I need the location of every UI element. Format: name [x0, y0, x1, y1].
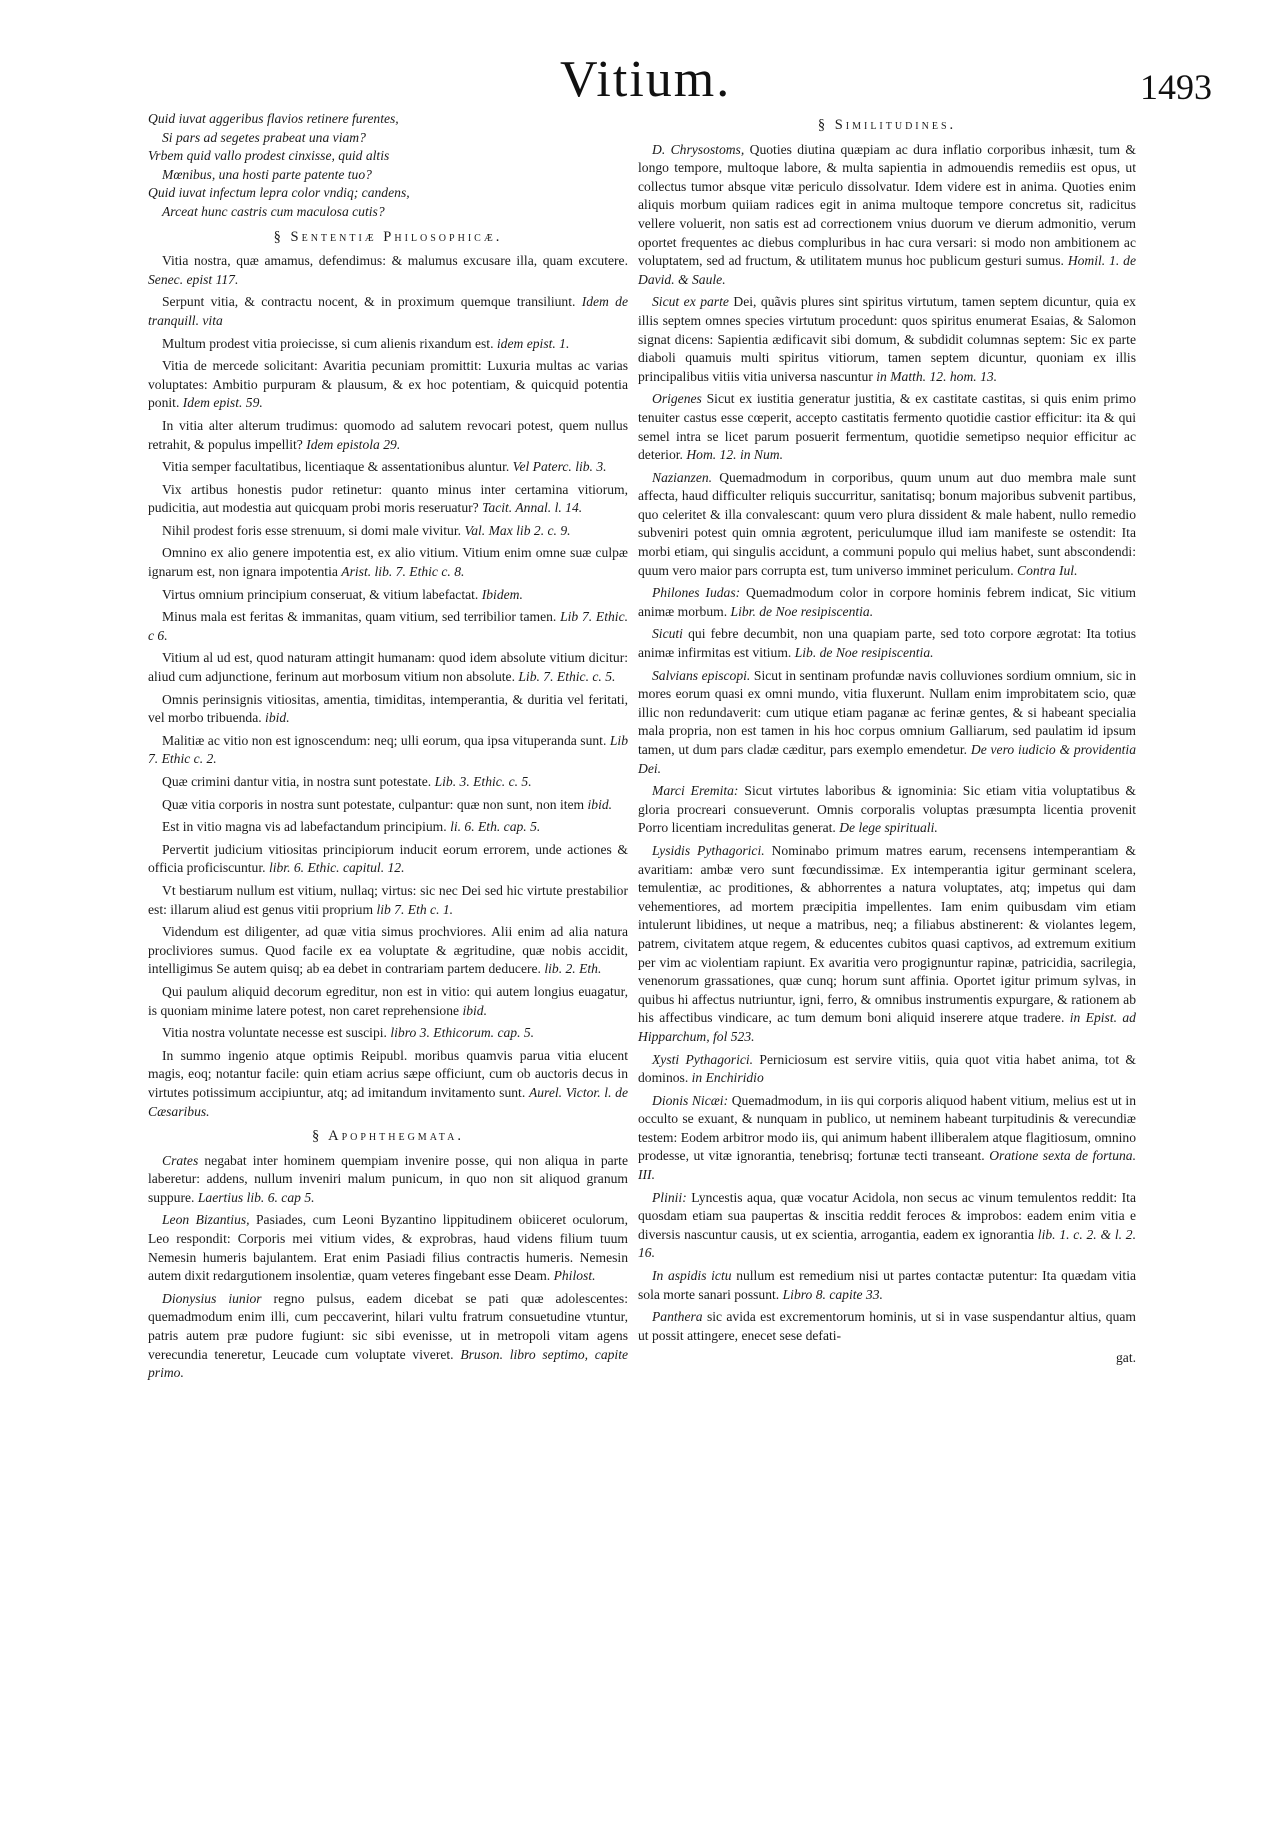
paragraph — [638, 584, 1136, 621]
citation: Vel Paterc. lib. 3. — [512, 459, 607, 475]
paragraph — [148, 841, 628, 878]
paragraph-text: Quemadmodum color in corpore hominis febrem indicat, Sic vitium animæ morbum. — [638, 585, 1136, 619]
author-lead: Sicut ex parte — [652, 294, 729, 310]
section-heading: § Similitudines. — [817, 117, 957, 133]
paragraph-text: sic avida est excrementorum hominis, ut si in vase suspendantur altius, quam ut possit attingere, enecet sese defati- — [638, 1309, 1136, 1343]
paragraph-text: Virtus omnium principium conseruat, & vitium labefactat. — [162, 586, 479, 602]
paragraph-text: Minus mala est feritas & immanitas, quam vitium, sed terribilior tamen. — [162, 609, 557, 625]
paragraph-text: Est in vitio magna vis ad labefactandum principium. — [162, 819, 447, 835]
paragraph-text: Vitium al ud est, quod naturam attingit humanam: quod idem absolute vitium dicitur: aliud cum adjunctione, ferinum aut morbosum vitium non absolute. — [148, 650, 628, 685]
citation: idem epist. 1. — [496, 335, 570, 351]
citation: Laertius lib. 6. cap 5. — [197, 1189, 315, 1205]
paragraph-text: Malitiæ ac vitio non est ignoscendum: neq; ulli eorum, qua ipsa vituperanda sunt. — [162, 732, 607, 748]
author-lead: Origenes — [652, 391, 702, 407]
citation: Contra Iul. — [1017, 562, 1078, 578]
citation: Libro 8. capite 33. — [782, 1286, 883, 1302]
citation: Ibidem. — [481, 586, 523, 602]
section-heading-text: Sententiæ Philosophicæ. — [290, 228, 503, 245]
citation: Aurel. Victor. l. de Cæsaribus. — [148, 1084, 628, 1119]
paragraph — [148, 1290, 628, 1383]
paragraph — [148, 544, 628, 581]
paragraph-text: Quæ crimini dantur vitia, in nostra sunt potestate. — [162, 774, 432, 789]
author-lead: Crates — [162, 1152, 199, 1168]
paragraph-text: Quemadmodum in corporibus, quum unum aut duo membra male sunt affecta, haud difficulter reliquis succurritur, sanitatisq; bonum majoribus subvenit partibus, quo celeritet & illa convalescant: quum vero plura dissident & male habent, nullo remedio subveniri potest quin omnia ægrotent, periculumque illud iam manifeste se ostendit: Ita morbi etiam, qui singulis accidunt, a communi populo qui melius habet, sunt abscondendi: quum vero maior pars corrupta est, tum universo imminet periculum. — [638, 469, 1136, 578]
paragraph — [148, 252, 628, 289]
paragraph — [148, 983, 628, 1020]
paragraph-text: qui febre decumbit, non una quapiam parte, sed toto corpore ægrotat: Ita totius animæ infirmitas est vitium. — [638, 626, 1137, 661]
verse-line: Quid iuvat aggeribus flavios retinere furentes, — [148, 111, 399, 126]
paragraph-text: Vitia nostra voluntate necesse est suscipi. — [162, 1025, 387, 1041]
author-lead: Dionysius iunior — [162, 1290, 262, 1306]
paragraph — [148, 481, 628, 518]
citation: Lib. 3. Ethic. c. 5. — [434, 774, 532, 789]
author-lead: D. Chrysostoms, — [652, 141, 745, 157]
author-lead: Plinii: — [652, 1189, 687, 1205]
paragraph-text: Pasiades, cum Leoni Byzantino lippitudinem obiiceret oculorum, Leo respondit: Corporis mei vitium vides, & exprobras, haud videns filium tuum Nemesin humeris bajulantem. Erat enim Pasiadi filius contractis humeris. Nemesin autem dixit redargutionem insolentiæ, quam veteres fingebant esse Deam. — [148, 1212, 628, 1284]
citation: ibid. — [587, 796, 613, 812]
citation: De lege spirituali. — [839, 820, 938, 836]
paragraph — [148, 691, 628, 728]
paragraph — [638, 1308, 1136, 1345]
paragraph — [148, 923, 628, 979]
catchword: gat. — [1115, 1350, 1136, 1366]
citation: Senec. epist 117. — [148, 271, 239, 287]
citation: Lib 7. Ethic c. 2. — [148, 732, 628, 767]
citation: libr. 6. Ethic. capitul. 12. — [268, 860, 405, 876]
paragraph-list — [638, 141, 1136, 1346]
author-lead: Lysidis Pythagorici. — [652, 842, 765, 858]
paragraph-text: Omnino ex alio genere impotentia est, ex alio vitium. Vitium enim omne suæ culpæ ignarum est, non ignara impotentia — [148, 545, 628, 580]
paragraph-text: Perniciosum est servire vitiis, quia quot vitia habet anima, tot & dominos. — [638, 1051, 1136, 1086]
verse-line: Arceat hunc castris cum maculosa cutis? — [162, 203, 385, 219]
citation: li. 6. Eth. cap. 5. — [450, 819, 541, 835]
paragraph — [148, 335, 628, 354]
paragraph — [638, 1267, 1136, 1304]
section-heading-text: Apophthegmata. — [328, 1128, 464, 1145]
paragraph-text: Pervertit judicium vitiositas principiorum inducit eorum errorem, unde actiones & officia proficiscuntur. — [148, 841, 628, 876]
citation: lib 7. Eth c. 1. — [376, 901, 454, 917]
author-lead: Marci Eremita: — [652, 783, 739, 799]
running-head: Vitium. — [560, 51, 732, 108]
paragraph-text: Omnis perinsignis vitiositas, amentia, timiditas, intemperantia, & duritia vel feritati, vel morbo tribuenda. — [148, 691, 628, 726]
citation: Philost. — [553, 1268, 596, 1284]
paragraph-text: Sicut in sentinam profundæ navis colluviones sordium omnium, sic in mores eorum quasi ex omni mundo, vitia fluxerunt. Nullam enim improbitatem scio, quæ illic non redundaverit: cum utique etiam paganæ ac ferinæ gentes, & si habeant specialia mala propria, non est tamen in his hoc corpus omnium Galliarum, sed paulatim id ipsum tamen, ut dum pars cladæ cæditur, pars exemplo emendetur. — [638, 667, 1136, 757]
paragraph — [148, 417, 628, 454]
paragraph-list — [148, 252, 628, 1121]
section-heading: § Apophthegmata. — [312, 1128, 464, 1145]
citation: De vero iudicio & providentia Dei. — [638, 742, 1137, 776]
paragraph-text: Multum prodest vitia proiecisse, si cum alienis rixandum est. — [162, 335, 494, 351]
citation: Idem de tranquill. vita — [148, 294, 628, 328]
verse-block — [148, 110, 628, 222]
paragraph — [148, 1211, 628, 1285]
citation: Idem epist. 59. — [182, 395, 263, 411]
paragraph — [148, 522, 628, 541]
citation: Lib. de Noe resipiscentia. — [794, 645, 934, 661]
paragraph-text: Sicut ex iustitia generatur justitia, & ex castitate castitas, si quis enim primo tenuiter castus esse cœperit, accepto castitatis fermento quotidie castior efficitur: ita & qui semel intra se licet parum posuerit fermentum, quotidie semetipso nequior efficitur ac deterior. — [638, 391, 1136, 463]
paragraph — [638, 842, 1136, 1047]
paragraph-text: Quoties diutina quæpiam ac dura inflatio corporibus inhæsit, tum & longo tempore, multoque labore, & multa sapientia in admouendis remediis est opus, ut collectus tumor absque vitæ periculo dissolvatur. Idem videre est in anima. Quoties enim aliquis morbum quiiam radices egit in anima multoque tempore concretus sit, radicitus vellere voluerit, non satis est ad correctionem vnius duorum ve dierum admonitio, verum oportet frequentes ac diebus compluribus in hac cura versari: si modo non ambitionem ac voluptatem, sed ad fructum, & utilitatem munus hoc publicum gesturi sumus. — [638, 141, 1136, 269]
paragraph — [148, 608, 628, 645]
paragraph — [638, 1051, 1136, 1088]
paragraph — [148, 1152, 628, 1208]
paragraph-text: Quemadmodum, in iis qui corporis aliquod habent vitium, melius est ut in occulto se exuant, & nunquam in publico, ut neminem habeant turpitudinis & verecundiæ testem: Eodem arbitror modo iis, qui animum habent illiberalem atque flagitiosum, omnino prodesse, ut vitæ ignorantia, tenebrisq; fortunæ tecti transeant. — [638, 1092, 1137, 1164]
paragraph-text: Vitia de mercede solicitant: Avaritia pecuniam promittit: Luxuria multas ac varias voluptates: Ambitio purpuram & plausum, & ex hoc potentiam, & quicquid potentia ponit. — [148, 358, 628, 411]
author-lead: Philones Iudas: — [652, 585, 741, 601]
paragraph — [638, 667, 1136, 779]
page-number: 1493 — [1140, 67, 1212, 107]
citation: Libr. de Noe resipiscentia. — [730, 603, 874, 619]
paragraph — [638, 625, 1136, 662]
author-lead: Dionis Nicæi: — [652, 1092, 729, 1108]
verse-line: Mœnibus, una hosti parte patente tuo? — [162, 166, 372, 182]
paragraph — [148, 458, 628, 477]
citation: in Enchiridio — [691, 1070, 764, 1086]
citation: Idem epistola 29. — [306, 436, 401, 452]
citation: libro 3. Ethicorum. cap. 5. — [390, 1025, 535, 1041]
paragraph-text: Vt bestiarum nullum est vitium, nullaq; virtus: sic nec Dei sed hic virtute prestabilior est: illarum aliud est genus vitii proprium — [148, 882, 628, 917]
paragraph — [148, 293, 628, 330]
author-lead: Xysti Pythagorici. — [652, 1051, 754, 1067]
citation: ibid. — [462, 1002, 487, 1018]
paragraph-text: Dei, quãvis plures sint spiritus virtutum, tamen septem dicuntur, quia ex illis septem omnes species virtutum procedunt: quos spiritus enumerat Esaias, & Salomon signat dicens: Sapientia ædificavit sibi domum, & subdidit columnas septem: Sic ex parte diaboli quamuis multi spiritus vitiorum, tamen septem dicuntur, quoniam ex illis principalibus vitiis vitia universa nascuntur — [638, 294, 1136, 384]
paragraph — [148, 732, 628, 769]
paragraph-text: Sicut virtutes laboribus & ignominia: Sic etiam vitia voluptatibus & gloria procreari consueverunt. Omnis corporalis voluptas præsumpta licentia provenit Porro licentiam incredulitas generat. — [638, 783, 1137, 836]
paragraph — [148, 649, 628, 686]
paragraph-text: Qui paulum aliquid decorum egreditur, non est in vitio: qui autem longius euagatur, is quoniam minime latere potest, non caret reprehensione — [148, 983, 628, 1018]
author-lead: In aspidis ictu — [652, 1268, 732, 1284]
citation: Lib. 7. Ethic. c. 5. — [518, 669, 616, 685]
author-lead: Leon Bizantius, — [162, 1212, 250, 1228]
paragraph — [638, 1092, 1136, 1185]
paragraph-text: Quæ vitia corporis in nostra sunt potestate, culpantur: quæ non sunt, non item — [162, 796, 585, 812]
paragraph-text: nullum est remedium nisi ut partes contactæ putentur: Ita quædam vitia sola morte sanari possunt. — [638, 1268, 1137, 1302]
paragraph-text: Vitia nostra, quæ amamus, defendimus: & malumus excusare illa, quam excutere. — [162, 253, 628, 269]
paragraph-text: Vix artibus honestis pudor retinetur: quanto minus inter certamina vitiorum, pudicitia, aut modestia aut quicquam probi moris reseruatur? — [148, 481, 628, 516]
paragraph-text: Nominabo primum matres earum, recensens intemperantiam & avaritiam: ambæ vero sunt fœcundissimæ. Ex intemperantia igitur germinant scelera, temulentiæ, ac proditiones, & abhorrentes a natura voluptates, atq; impetus qui dam vehementiores, ad mortem præcipitia impellentes. Iam enim quibusdam vim etiam intulerunt libidines, ut neque a matribus, neq; a filiabus abstinerent: & violantes legem, patrem, civitatem atque regem, & educentes cubitos quasi captivos, ad extremum exitium per vim ac violentiam rapiunt. Ex avaritia vero progignuntur rapinæ, patricidia, sacrilegia, venenorum grassationes, quæ cunq; horum sunt affinia. Oportet igitur primum sylvas, in quibus hi affectus nutriuntur, igni, ferro, & omnibus instrumentis expurgare, & rationem ab his affectibus vindicare, ac tum demum boni aliquid inserere atque tradere. — [638, 842, 1136, 1026]
paragraph — [148, 1047, 628, 1121]
paragraph — [148, 796, 628, 815]
paragraph-text: Nihil prodest foris esse strenuum, si domi male vivitur. — [162, 522, 462, 538]
citation: ibid. — [265, 710, 290, 726]
paragraph — [148, 1024, 628, 1043]
author-lead: Sicuti — [652, 626, 683, 642]
paragraph-text: In summo ingenio atque optimis Reipubl. moribus quamvis parua vitia elucent magis, eoq; notantur facile: quin etiam acrius sæpe officiunt, cum ob auctoris decus in virtutes potissimum accipiuntur, atq; ad imitandum invitamento sunt. — [148, 1047, 628, 1100]
author-lead: Panthera — [652, 1309, 703, 1325]
author-lead: Nazianzen. — [652, 469, 713, 485]
paragraph-list — [148, 1152, 628, 1383]
verse-line: Quid iuvat infectum lepra color vndiq; candens, — [148, 185, 410, 201]
citation: Bruson. libro septimo, capite primo. — [148, 1346, 628, 1381]
citation: in Epist. ad Hipparchum, fol 523. — [638, 1010, 1136, 1044]
paragraph — [148, 882, 628, 919]
paragraph — [148, 586, 628, 605]
left-column — [148, 110, 628, 1387]
paragraph — [638, 469, 1136, 581]
verse-line: Vrbem quid vallo prodest cinxisse, quid altis — [148, 148, 390, 164]
paragraph — [638, 390, 1136, 464]
paragraph — [638, 141, 1136, 290]
citation: lib. 1. c. 2. & l. 2. 16. — [638, 1226, 1136, 1261]
citation: lib. 2. Eth. — [544, 961, 602, 977]
paragraph-text: negabat inter hominem quempiam invenire posse, qui non aliqua in parte laberetur: addens, nullum inveniri malum punicum, in quo non sit aliquod granum suppure. — [148, 1152, 628, 1205]
paragraph — [638, 1189, 1136, 1263]
citation: Arist. lib. 7. Ethic c. 8. — [341, 564, 465, 580]
citation: in Matth. 12. hom. 13. — [876, 368, 998, 384]
right-column — [638, 110, 1136, 1368]
paragraph — [148, 818, 628, 837]
paragraph — [638, 293, 1136, 386]
paragraph-text: Vitia semper facultatibus, licentiaque & assentationibus aluntur. — [162, 459, 510, 475]
paragraph — [148, 357, 628, 413]
citation: Tacit. Annal. l. 14. — [482, 500, 583, 516]
citation: Hom. 12. in Num. — [686, 447, 783, 463]
section-heading: § Sententiæ Philosophicæ. — [273, 228, 503, 245]
citation: Lib 7. Ethic. c 6. — [148, 609, 629, 643]
paragraph-text: Lyncestis aqua, quæ vocatur Acidola, non secus ac vinum temulentos reddit: Ita quosdam etiam sua paupertas & inscitia reddit feroces & improbos: eadem enim vitia e diversis nascuntur causis, ut ex scientia, arrogantia, eadem ex ignorantia — [638, 1189, 1136, 1242]
citation: Homil. 1. de David. & Saule. — [638, 253, 1137, 287]
paragraph-text: Serpunt vitia, & contractu nocent, & in proximum quemque transiliunt. — [162, 294, 576, 310]
citation: Oratione sexta de fortuna. III. — [638, 1148, 1136, 1183]
paragraph — [638, 782, 1136, 838]
section-heading-text: Similitudines. — [834, 117, 957, 133]
paragraph — [148, 773, 628, 792]
paragraph-text: regno pulsus, eadem dicebat se pati quæ adolescentes: quemadmodum enim illi, cum peccaverint, hilari vultu fratrum consuetudine vtuntur, patris autem præ pudore fugiunt: sic sibi evenisse, ut in metropoli vitam agens verecundia teneretur, Leucade cum voluptate viveret. — [148, 1290, 628, 1362]
paragraph-text: Videndum est diligenter, ad quæ vitia simus prochviores. Alii enim ad alia natura procliviores sumus. Quod facile ex ea voluptate & ægritudine, quæ nobis accidit, intelligimus Se autem quisq; ab ea debet in contrariam partem deducere. — [148, 924, 628, 977]
verse-line: Si pars ad segetes prabeat una viam? — [162, 129, 366, 145]
author-lead: Salvians episcopi. — [652, 667, 751, 683]
paragraph-text: In vitia alter alterum trudimus: quomodo ad salutem revocari potest, quem nullus retrahit, & populus impellit? — [148, 417, 628, 452]
citation: Val. Max lib 2. c. 9. — [464, 522, 571, 538]
